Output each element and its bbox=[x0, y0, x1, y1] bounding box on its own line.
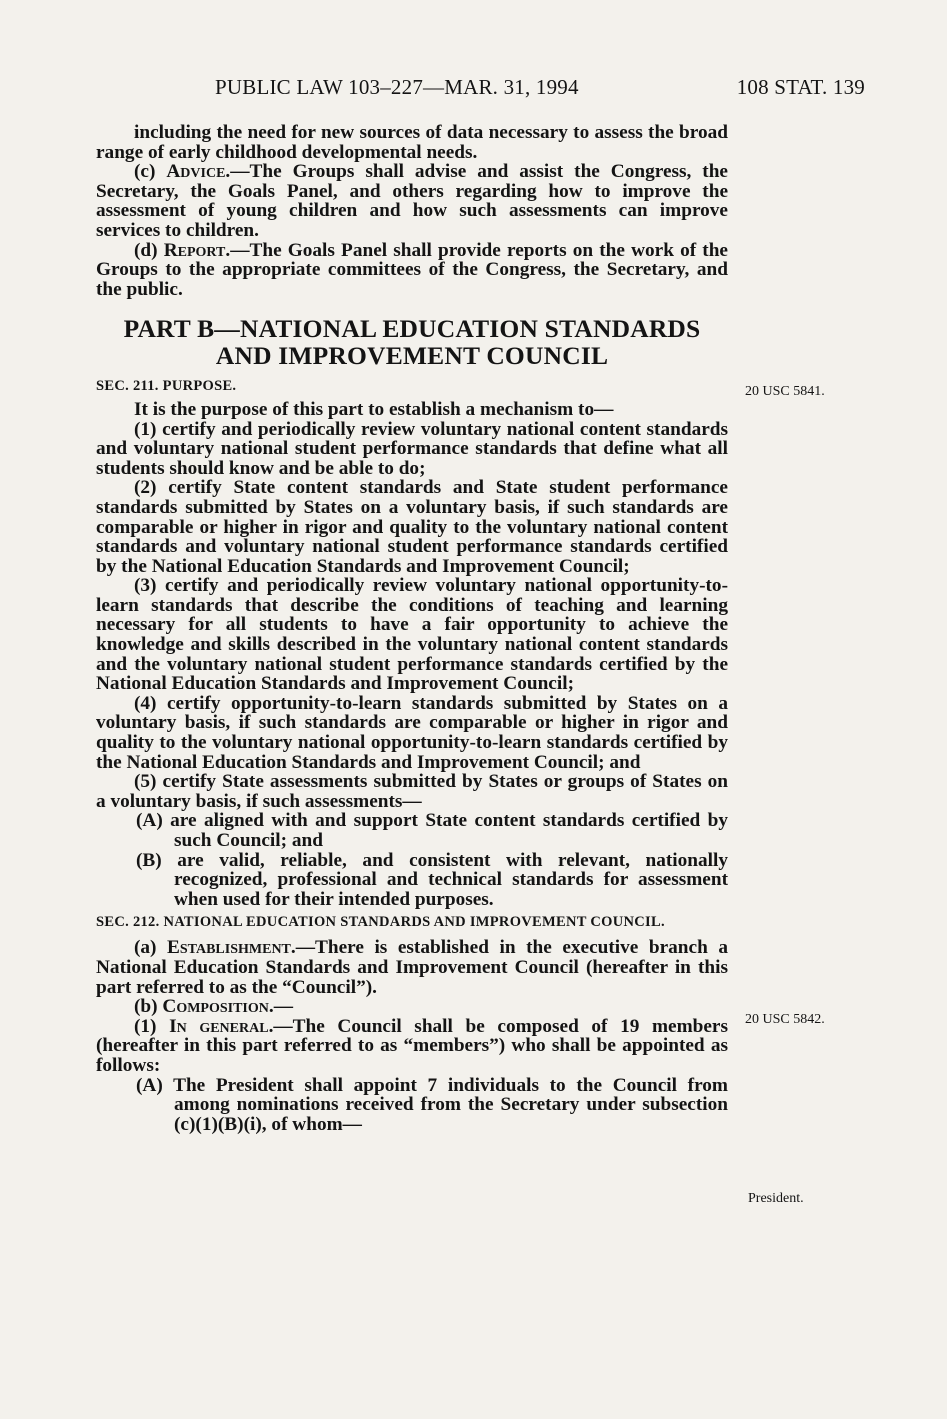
purpose-item-3: (3) certify and periodically review voluntary national opportunity-to-learn standards that describe the conditions of teaching and learning necessary for all students to have a fair opportunity to achieve the knowledge and skills described in the voluntary national content standards and the voluntary national student performance standards certified by the National Education Standards and Improvement Council; bbox=[96, 575, 728, 695]
section-211-lead: It is the purpose of this part to establish a mechanism to— bbox=[134, 398, 614, 420]
subsection-c: (c) Advice.—The Groups shall advise and assist the Congress, the Secretary, the Goals Panel, and others regarding how to improve the assessment of young children and how such assessments can improve services to children. bbox=[96, 161, 728, 241]
margin-note-president: President. bbox=[748, 1191, 804, 1206]
subsection-212-b: (b) Composition.— bbox=[134, 996, 293, 1018]
running-header-right: 108 STAT. 139 bbox=[736, 75, 865, 99]
subsection-d: (d) Report.—The Goals Panel shall provide reports on the work of the Groups to the appropriate committees of the Congress, the Secretary, and the public. bbox=[96, 239, 728, 300]
purpose-item-1: (1) certify and periodically review voluntary national content standards and voluntary national student performance standards that define what all students should know and be able to do; bbox=[96, 418, 728, 479]
running-header-left: PUBLIC LAW 103–227—MAR. 31, 1994 bbox=[215, 75, 579, 99]
purpose-item-2: (2) certify State content standards and State student performance standards submitted by States on a voluntary basis, if such standards are comparable or higher in rigor and quality to the voluntary national content standards and voluntary national student performance standards certified by the National Education Standards and Improvement Council; bbox=[96, 477, 728, 577]
purpose-item-5-a: (A) are aligned with and support State content standards certified by such Council; and bbox=[136, 810, 728, 851]
section-212-heading: SEC. 212. NATIONAL EDUCATION STANDARDS AND IMPROVEMENT COUNCIL. bbox=[96, 914, 665, 931]
paragraph-212-b-1: (1) In general.—The Council shall be composed of 19 members (hereafter in this part referred to as “members”) who shall be appointed as follows: bbox=[96, 1015, 728, 1076]
margin-note-sec212: 20 USC 5842. bbox=[745, 1012, 825, 1027]
subsection-212-a: (a) Establishment.—There is established in the executive branch a National Education Standards and Improvement Council (hereafter in this part referred to as the “Council”). bbox=[96, 937, 728, 998]
purpose-item-4: (4) certify opportunity-to-learn standards submitted by States on a voluntary basis, if such standards are comparable or higher in rigor and quality to the voluntary national opportunity-to-learn standards certified by the National Education Standards and Improvement Council; and bbox=[96, 692, 728, 773]
section-211-heading: SEC. 211. PURPOSE. bbox=[96, 378, 237, 395]
part-title: PART B—NATIONAL EDUCATION STANDARDS AND IMPROVEMENT COUNCIL bbox=[123, 314, 701, 371]
margin-note-sec211: 20 USC 5841. bbox=[745, 384, 825, 399]
statute-body bbox=[96, 123, 728, 1134]
continued-paragraph: including the need for new sources of data necessary to assess the broad range of early childhood developmental needs. bbox=[96, 122, 728, 163]
subparagraph-212-b-1-A: (A) The President shall appoint 7 individuals to the Council from among nominations received from the Secretary under subsection (c)(1)(B)(i), of whom— bbox=[136, 1074, 728, 1135]
purpose-item-5: (5) certify State assessments submitted by States or groups of States on a voluntary basis, if such assessments— bbox=[96, 771, 728, 812]
purpose-item-5-b: (B) are valid, reliable, and consistent with relevant, nationally recognized, professional and technical standards for assessment when used for their intended purposes. bbox=[136, 849, 728, 910]
